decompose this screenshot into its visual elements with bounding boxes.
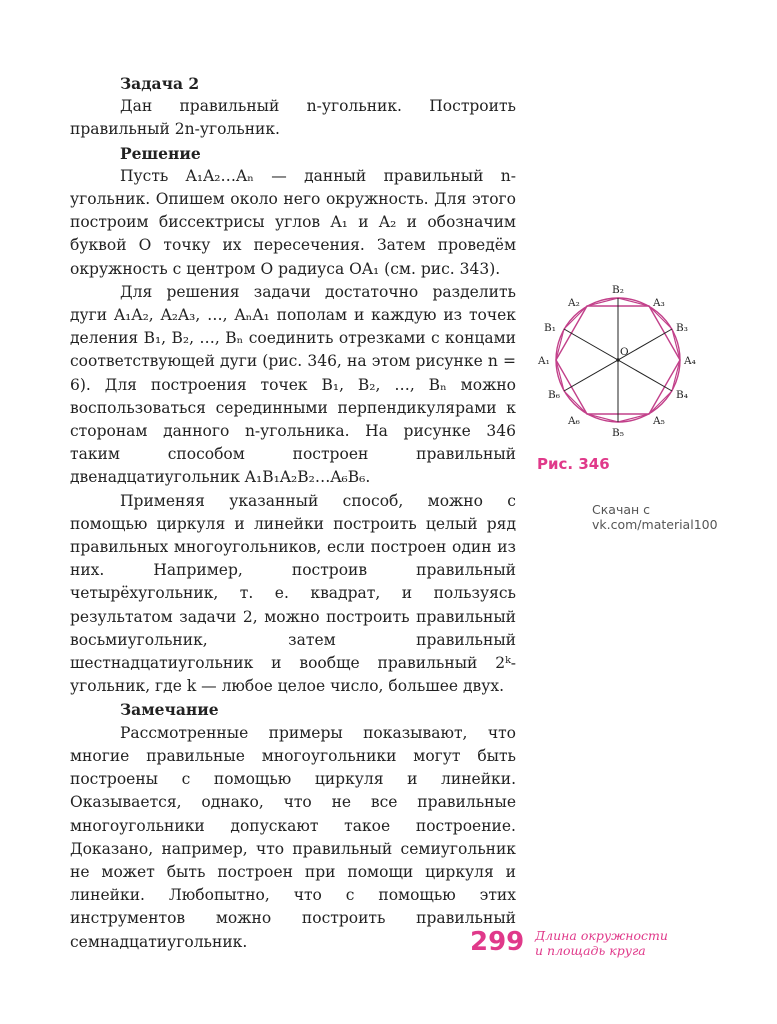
label-b2: B₂	[612, 284, 624, 296]
section-title-line-2: и площадь круга	[535, 943, 646, 958]
label-b5: B₅	[612, 427, 624, 439]
label-a1: A₁	[538, 355, 550, 367]
label-a3: A₃	[653, 297, 665, 309]
label-b6: B₆	[548, 389, 560, 401]
main-text-column	[70, 72, 516, 954]
note-heading: Замечание	[120, 700, 219, 720]
note-paragraph: Рассмотренные примеры показывают, что многие правильные многоугольники могут быть построены с помощью циркуля и линейки. Оказывается, однако, что не все правильные многоугольники допускают такое построение. Доказано, например, что правильный семиугольник не может быть построен при помощи циркуля и линейки. Любопытно, что с помощью этих инструментов можно построить правильный семнадцатиугольник.	[70, 723, 516, 951]
page-number: 299	[470, 927, 525, 957]
label-a6: A₆	[568, 415, 580, 427]
figure-346-dodecagon	[528, 278, 718, 453]
label-b1: B₁	[544, 322, 556, 334]
solution-heading: Решение	[120, 143, 201, 163]
center-point	[616, 358, 620, 362]
solution-paragraph-2: Для решения задачи достаточно разделить дуги A₁A₂, A₂A₃, …, AₙA₁ пополам и каждую из точек деления B₁, B₂, …, Bₙ соединить отрезками с концами соответствующей дуги (рис. 346, на этом рисунке n = 6). Для построения точек B₁, B₂, …, Bₙ можно воспользоваться серединными перпендикулярами к сторонам данного n-угольника. На рисунке 346 таким способом построен правильный двенадцатиугольник A₁B₁A₂B₂…A₆B₆.	[70, 282, 516, 487]
label-o: O	[620, 346, 629, 358]
watermark-text: Скачан с vk.com/material100	[592, 502, 718, 532]
solution-paragraph-1: Пусть A₁A₂…Aₙ — данный правильный n-угольник. Опишем около него окружность. Для этого построим биссектрисы углов A₁ и A₂ и обозначим буквой O точку их пересечения. Затем проведём окружность с центром O радиуса OA₁ (см. рис. 343).	[70, 166, 516, 278]
task-statement: Дан правильный n-угольник. Построить правильный 2n-угольник.	[70, 97, 516, 139]
figure-caption: Рис. 346	[537, 455, 610, 473]
label-b3: B₃	[676, 322, 688, 334]
section-title	[535, 928, 735, 958]
solution-paragraph-3: Применяя указанный способ, можно с помощью циркуля и линейки построить целый ряд правильных многоугольников, если построен один из них. Например, построив правильный четырёхугольник, т. е. квадрат, и пользуясь результатом задачи 2, можно построить правильный восьмиугольник, затем правильный шестнадцатиугольник и вообще правильный 2ᵏ-угольник, где k — любое целое число, большее двух.	[70, 491, 516, 696]
label-a5: A₅	[653, 415, 665, 427]
task-title: Задача 2	[120, 74, 200, 93]
label-b4: B₄	[676, 389, 688, 401]
label-a2: A₂	[568, 297, 580, 309]
section-title-line-1: Длина окружности	[535, 928, 668, 943]
label-a4: A₄	[684, 355, 696, 367]
